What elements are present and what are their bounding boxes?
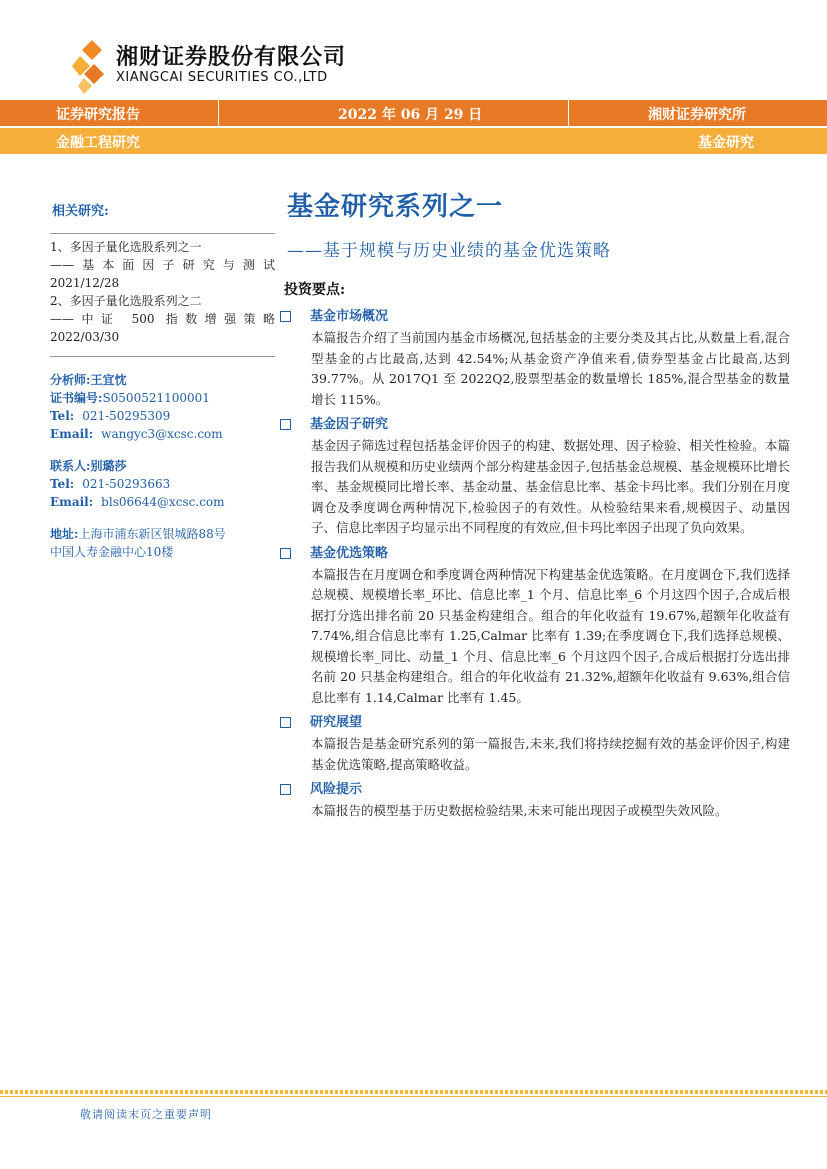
- header-band-secondary: [0, 128, 827, 154]
- section: [280, 414, 790, 539]
- section-body: 本篇报告介绍了当前国内基金市场概况,包括基金的主要分类及其占比,从数量上看,混合型基金的占比最高,达到 42.54%;从基金资产净值来看,债券型基金占比最高,达到 39.77%。从 2017Q1 至 2022Q2,股票型基金的数量增长 185%,混合型基金的数量增长 115%。: [311, 330, 790, 407]
- email-label: Email:: [50, 427, 94, 441]
- sidebar-divider: [50, 233, 275, 234]
- related-item-title: 1、多因子量化选股系列之一: [50, 240, 202, 254]
- contact-label: 联系人:: [50, 459, 91, 473]
- band-divider: [218, 100, 219, 126]
- report-date: 2022 年 06 月 29 日: [338, 107, 483, 123]
- related-research-heading: 相关研究:: [52, 204, 109, 219]
- contact-tel: 021-50293663: [82, 477, 171, 491]
- analyst-email[interactable]: wangyc3@xcsc.com: [101, 427, 223, 441]
- related-item-subtitle: ——基本面因子研究与测试: [50, 258, 275, 272]
- sidebar: [50, 200, 275, 561]
- footer-disclaimer[interactable]: 敬请阅读末页之重要声明: [80, 1108, 212, 1121]
- contact-name: 别璐莎: [90, 459, 127, 473]
- analyst-tel: 021-50295309: [82, 409, 171, 423]
- section: [280, 712, 790, 775]
- xiangcai-logo-icon: [72, 38, 108, 96]
- key-points-heading: 投资要点:: [284, 282, 346, 298]
- report-subtitle: ——基于规模与历史业绩的基金优选策略: [287, 241, 611, 261]
- analyst-label: 分析师:: [50, 373, 91, 387]
- section: [280, 543, 790, 709]
- section-body: 基金因子筛选过程包括基金评价因子的构建、数据处理、因子检验、相关性检验。本篇报告我们从规模和历史业绩两个部分构建基金因子,包括基金总规模、基金规模环比增长率、基金规模同比增长率、基金动量、基金信息比率、基金卡玛比率。我们分别在月度调仓及季度调仓两种情况下,检验因子的有效性。从检验结果来看,规模因子、动量因子、信息比率因子均显示出不同程度的有效应,但卡玛比率因子出现了负向效果。: [311, 438, 790, 535]
- section: [280, 306, 790, 410]
- related-item-date: 2021/12/28: [50, 276, 120, 290]
- section-body: 本篇报告的模型基于历史数据检验结果,未来可能出现因子或模型失效风险。: [311, 803, 728, 818]
- footer-dotted-rule: [0, 1090, 827, 1094]
- related-item: [50, 292, 275, 346]
- research-subcategory: 基金研究: [698, 135, 754, 151]
- company-name-cn: 湘财证券股份有限公司: [116, 45, 347, 70]
- section-heading: 基金市场概况: [310, 309, 389, 324]
- address-block: [50, 525, 275, 561]
- address-label: 地址:: [50, 527, 79, 541]
- key-points-sections: [280, 306, 790, 826]
- research-category: 金融工程研究: [56, 135, 140, 151]
- section-heading: 基金优选策略: [310, 545, 389, 561]
- checkbox-bullet-icon: [280, 548, 291, 559]
- section: [280, 779, 790, 822]
- tel-label: Tel:: [50, 409, 75, 423]
- contact-email[interactable]: bls06644@xcsc.com: [101, 495, 225, 509]
- report-type: 证券研究报告: [56, 107, 140, 123]
- section-body: 本篇报告是基金研究系列的第一篇报告,未来,我们将持续挖掘有效的基金评价因子,构建基金优选策略,提高策略收益。: [311, 736, 790, 772]
- email-label: Email:: [50, 495, 94, 509]
- cert-label: 证书编号:: [50, 391, 103, 405]
- report-title: 基金研究系列之一: [287, 192, 504, 222]
- related-item-title: 2、多因子量化选股系列之二: [50, 294, 202, 308]
- sidebar-divider: [50, 356, 275, 357]
- header-band-primary: [0, 100, 827, 126]
- cert-number: S0500521100001: [102, 391, 210, 405]
- company-name-en: XIANGCAI SECURITIES CO.,LTD: [116, 70, 328, 85]
- related-item-date: 2022/03/30: [50, 330, 120, 344]
- research-institute: 湘财证券研究所: [648, 107, 746, 123]
- address-line: 上海市浦东新区银城路88号: [78, 527, 226, 541]
- contact-block: [50, 457, 275, 511]
- tel-label: Tel:: [50, 477, 75, 491]
- section-body: 本篇报告在月度调仓和季度调仓两种情况下构建基金优选策略。在月度调仓下,我们选择总规模、规模增长率_环比、信息比率_1 个月、信息比率_6 个月这四个因子,合成后根据打分选出排名前 20 只基金构建组合。组合的年化收益有 19.67%,超额年化收益有 7.74%,组合信息比率有 1.25,Calmar 比率有 1.39;在季度调仓下,我们选择总规模、规模增长率_同比、动量_1 个月、信息比率_6 个月这四个因子,合成后根据打分选出排名前 20 只基金构建组合。组合的年化收益有 21.32%,超额年化收益有 9.63%,组合信息比率有 1.14,Calmar 比率有 1.45。: [311, 566, 790, 705]
- related-item-subtitle: ——中证 500 指数增强策略: [50, 312, 275, 326]
- analyst-name: 王宜忱: [90, 373, 127, 387]
- checkbox-bullet-icon: [280, 784, 291, 795]
- footer-rule: [0, 1096, 827, 1097]
- section-heading: 基金因子研究: [310, 417, 389, 432]
- section-heading: 研究展望: [310, 715, 363, 730]
- address-line: 中国人寿金融中心10楼: [50, 545, 174, 559]
- related-item: [50, 238, 275, 292]
- band-divider: [568, 100, 569, 126]
- checkbox-bullet-icon: [280, 311, 291, 322]
- checkbox-bullet-icon: [280, 419, 291, 430]
- section-heading: 风险提示: [310, 782, 363, 797]
- analyst-block: [50, 371, 275, 443]
- checkbox-bullet-icon: [280, 717, 291, 728]
